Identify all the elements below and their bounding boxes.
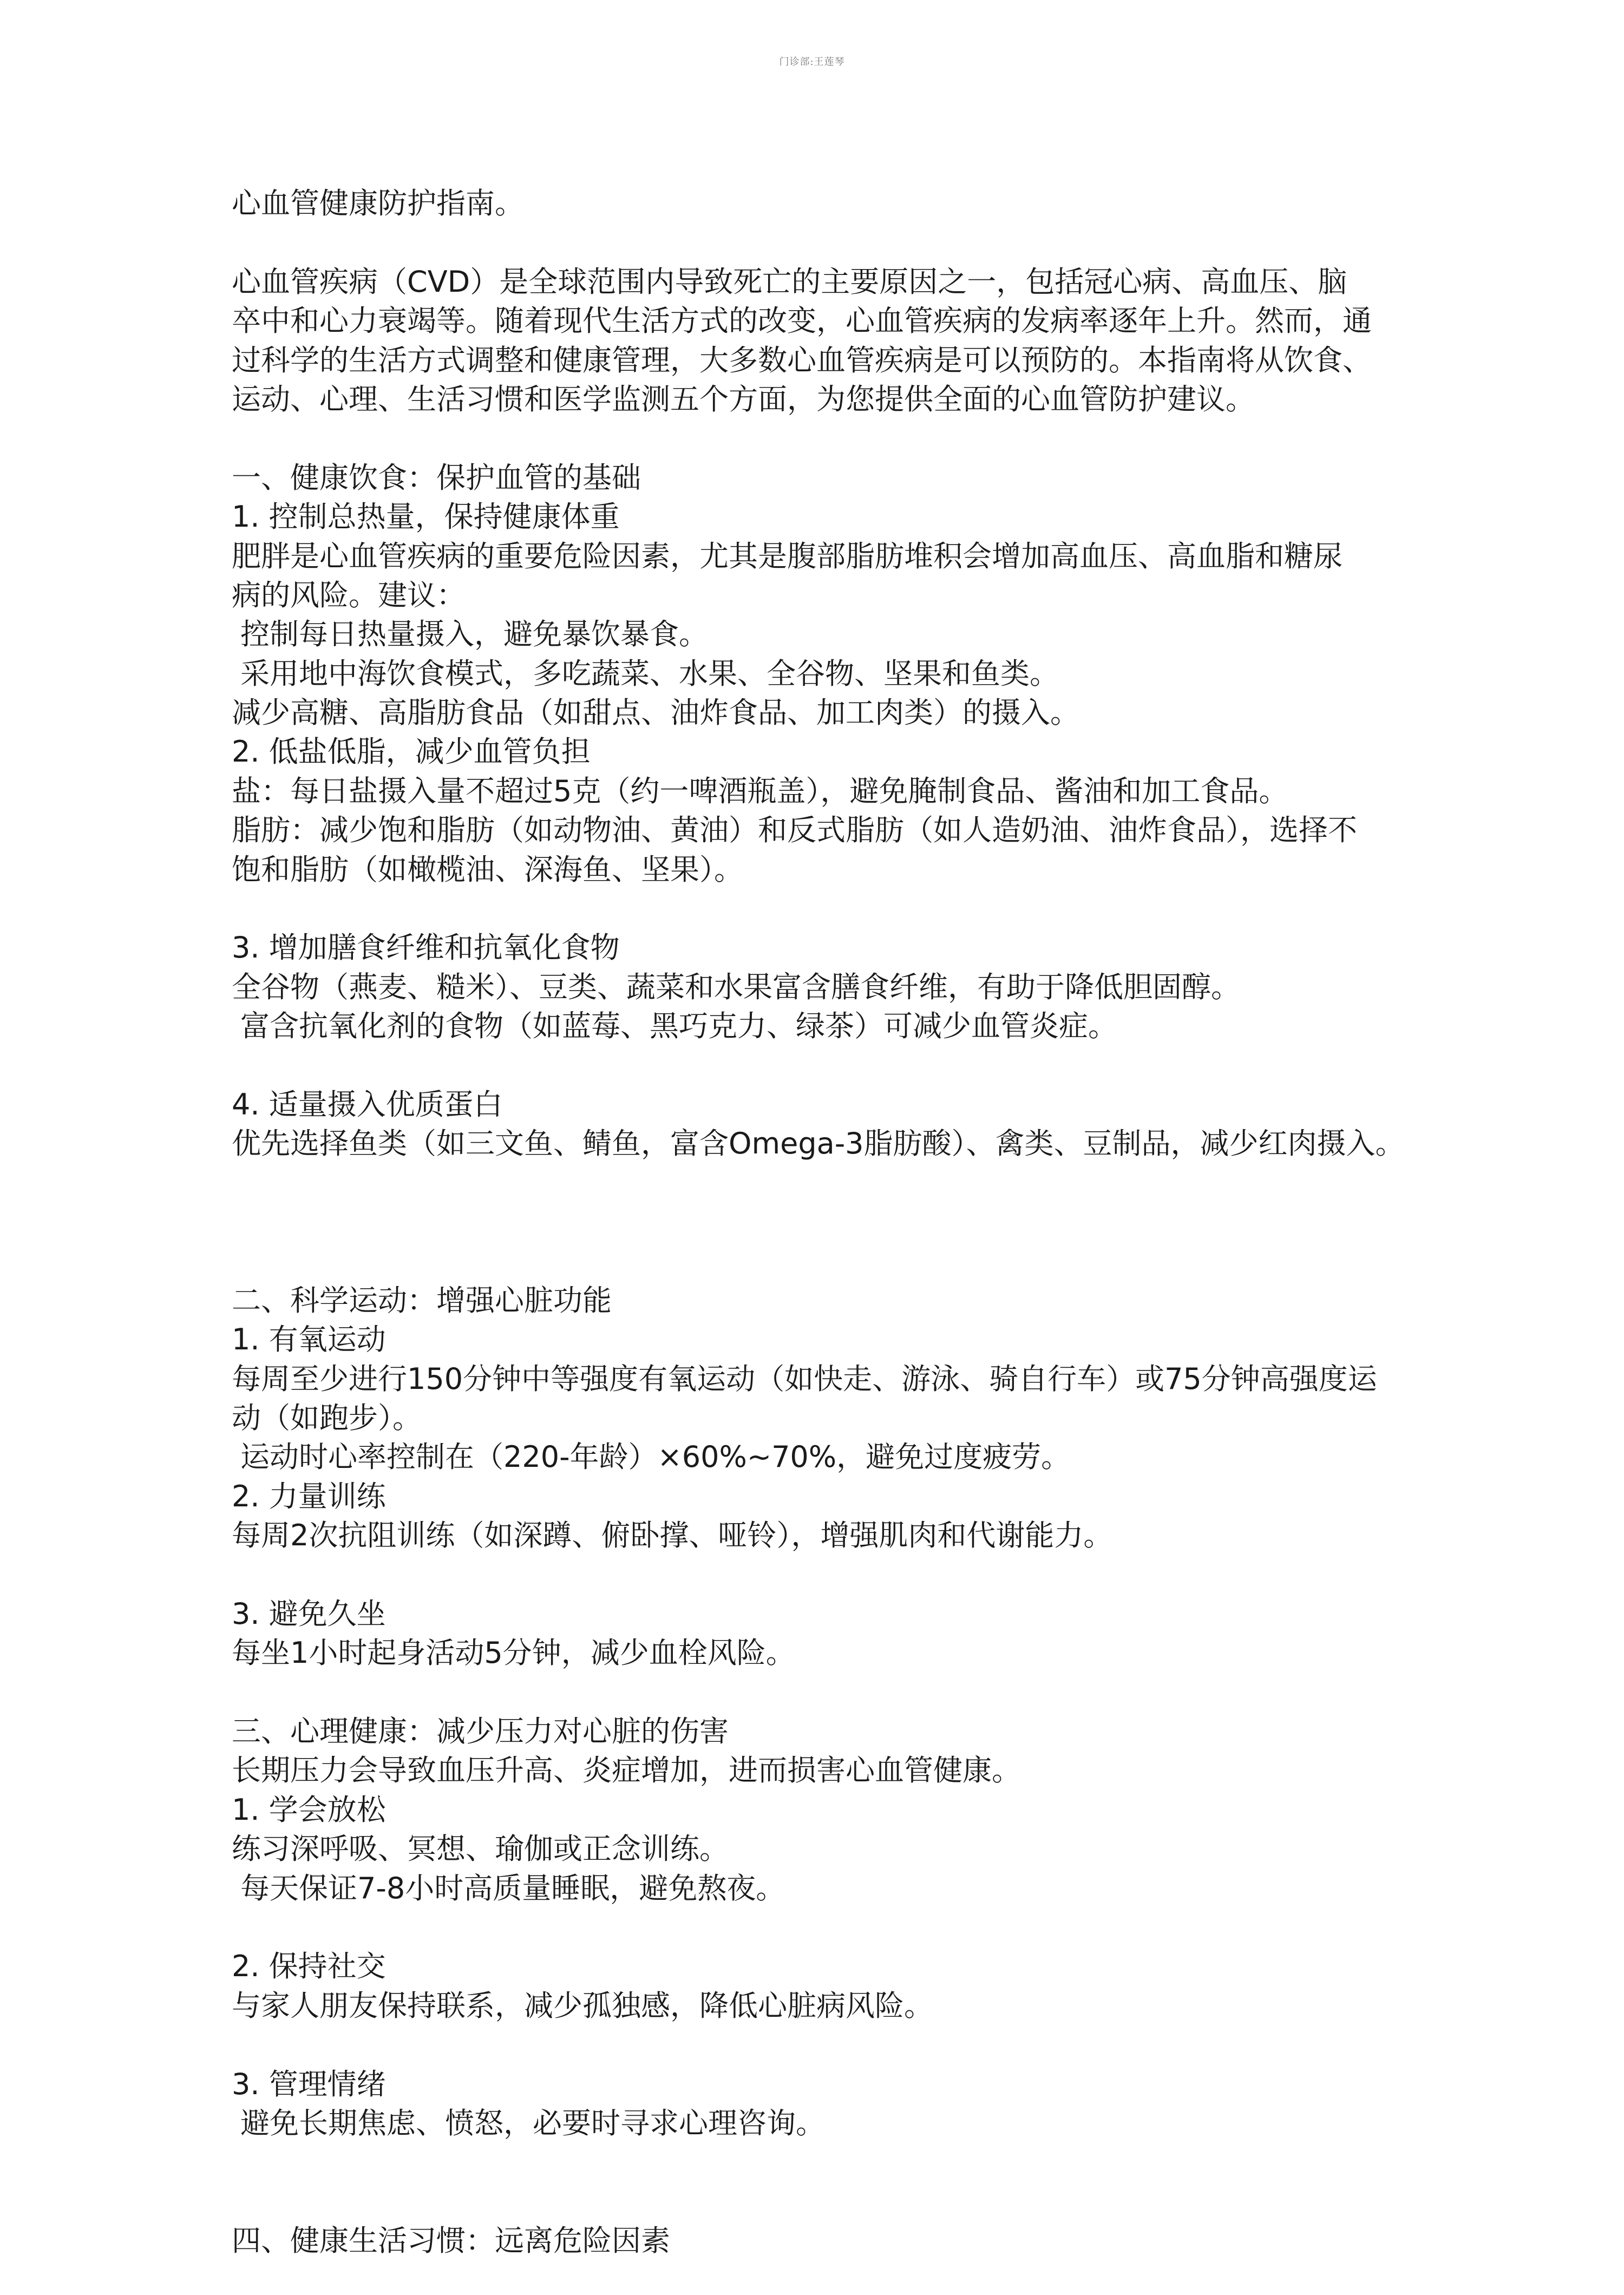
subsection-title: 1. 学会放松 (232, 1792, 386, 1827)
body-line: 运动时心率控制在（220-年龄）×60%~70%，避免过度疲劳。 (240, 1440, 1071, 1474)
body-line: 动（如跑步）。 (232, 1400, 422, 1435)
body-line: 避免长期焦虑、愤怒，必要时寻求心理咨询。 (240, 2106, 825, 2140)
body-line: 减少高糖、高脂肪食品（如甜点、油炸食品、加工肉类）的摄入。 (232, 696, 1079, 730)
body-line: 脂肪：减少饱和脂肪（如动物油、黄油）和反式脂肪（如人造奶油、油炸食品），选择不 (232, 813, 1357, 848)
body-line: 采用地中海饮食模式，多吃蔬菜、水果、全谷物、坚果和鱼类。 (240, 656, 1059, 691)
intro-line: 卒中和心力衰竭等。随着现代生活方式的改变，心血管疾病的发病率逐年上升。然而，通 (232, 304, 1372, 338)
section-heading-diet: 一、健康饮食：保护血管的基础 (232, 460, 641, 495)
body-line: 每周至少进行150分钟中等强度有氧运动（如快走、游泳、骑自行车）或75分钟高强度运 (232, 1361, 1377, 1396)
body-line: 病的风险。建议： (232, 578, 466, 612)
page-header-note: 门诊部:王莲琴 (779, 56, 845, 68)
document-title: 心血管健康防护指南。 (232, 186, 524, 220)
subsection-title: 1. 有氧运动 (232, 1322, 386, 1357)
subsection-title: 3. 管理情绪 (232, 2067, 386, 2101)
subsection-title: 2. 力量训练 (232, 1479, 386, 1513)
section-heading-mental-health: 三、心理健康：减少压力对心脏的伤害 (232, 1714, 729, 1749)
intro-line: 心血管疾病（CVD）是全球范围内导致死亡的主要原因之一，包括冠心病、高血压、脑 (232, 264, 1347, 299)
subsection-title: 4. 适量摄入优质蛋白 (232, 1087, 503, 1122)
body-line: 肥胖是心血管疾病的重要危险因素，尤其是腹部脂肪堆积会增加高血压、高血脂和糖尿 (232, 539, 1343, 573)
subsection-title: 3. 避免久坐 (232, 1596, 386, 1631)
subsection-title: 2. 低盐低脂，减少血管负担 (232, 735, 591, 769)
intro-line: 运动、心理、生活习惯和医学监测五个方面，为您提供全面的心血管防护建议。 (232, 382, 1255, 416)
section-heading-habits: 四、健康生活习惯：远离危险因素 (232, 2224, 670, 2258)
document-body (232, 184, 1624, 2261)
body-line: 与家人朋友保持联系，减少孤独感，降低心脏病风险。 (232, 1988, 933, 2023)
body-line: 优先选择鱼类（如三文鱼、鲭鱼，富含Omega-3脂肪酸）、禽类、豆制品，减少红肉摄入。 (232, 1126, 1405, 1161)
body-line: 全谷物（燕麦、糙米）、豆类、蔬菜和水果富含膳食纤维，有助于降低胆固醇。 (232, 969, 1240, 1004)
body-line: 每坐1小时起身活动5分钟，减少血栓风险。 (232, 1636, 795, 1670)
body-line: 长期压力会导致血压升高、炎症增加，进而损害心血管健康。 (232, 1753, 1021, 1788)
subsection-title: 3. 增加膳食纤维和抗氧化食物 (232, 930, 620, 965)
body-line: 每天保证7-8小时高质量睡眠，避免熬夜。 (240, 1871, 785, 1905)
body-line: 饱和脂肪（如橄榄油、深海鱼、坚果）。 (232, 852, 743, 887)
body-line: 控制每日热量摄入，避免暴饮暴食。 (240, 617, 708, 652)
body-line: 每周2次抗阻训练（如深蹲、俯卧撑、哑铃），增强肌肉和代谢能力。 (232, 1518, 1113, 1553)
body-line: 盐：每日盐摄入量不超过5克（约一啤酒瓶盖），避免腌制食品、酱油和加工食品。 (232, 773, 1288, 808)
body-line: 富含抗氧化剂的食物（如蓝莓、黑巧克力、绿茶）可减少血管炎症。 (240, 1009, 1117, 1044)
intro-line: 过科学的生活方式调整和健康管理，大多数心血管疾病是可以预防的。本指南将从饮食、 (232, 343, 1372, 377)
subsection-title: 2. 保持社交 (232, 1949, 386, 1984)
body-line: 练习深呼吸、冥想、瑜伽或正念训练。 (232, 1832, 729, 1866)
subsection-title: 1. 控制总热量，保持健康体重 (232, 500, 620, 534)
section-heading-exercise: 二、科学运动：增强心脏功能 (232, 1283, 612, 1317)
